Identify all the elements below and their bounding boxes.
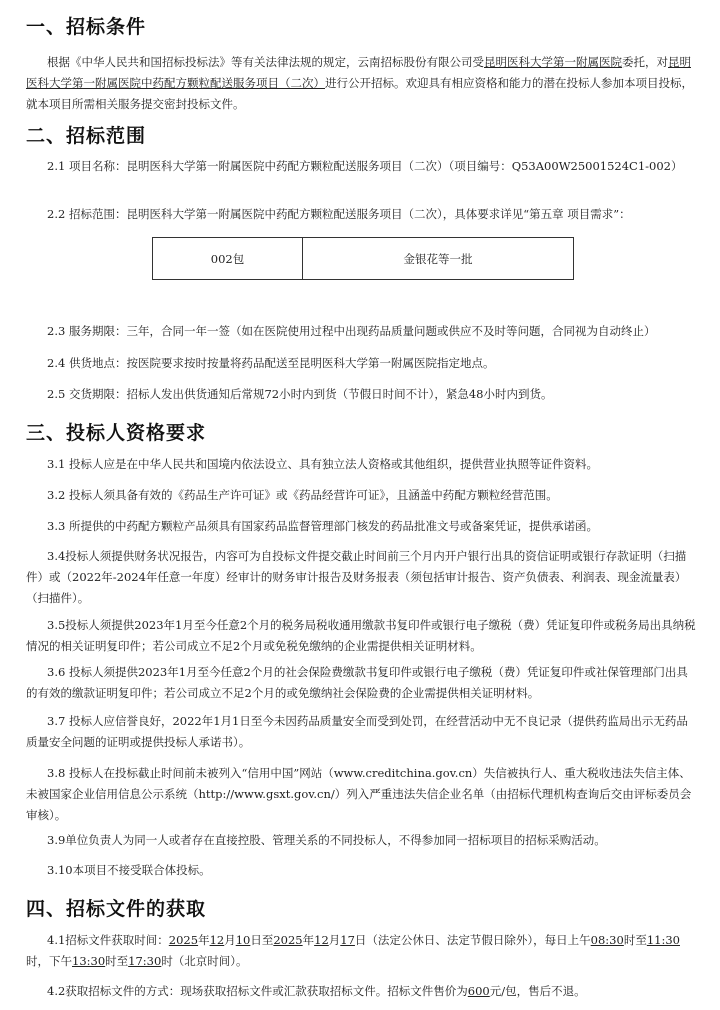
section-1-heading: 一、招标条件 (26, 16, 147, 38)
item-3-8: 3.8 投标人在投标截止时间前未被列入“信用中国”网站（www.creditchina.gov.cn）失信被执行人、重大税收违法失信主体、未被国家企业信用信息公示系统（http://www.gsxt.gov.cn/）列入严重违法失信企业名单（由招标代理机构查询后交由评标委员会审核）。 (26, 766, 692, 822)
item-4-2: 4.2获取招标文件的方式：现场获取招标文件或汇款获取招标文件。招标文件售价为600元/包，售后不退。 (47, 984, 586, 998)
item-4-1: 4.1招标文件获取时间：2025年12月10日至2025年12月17日（法定公休日、法定节假日除外），每日上午08:30时至11:30时，下午13:30时至17:30时（北京时间）。 (26, 933, 680, 968)
section-4-heading: 四、招标文件的获取 (26, 898, 207, 920)
item-2-1: 2.1 项目名称：昆明医科大学第一附属医院中药配方颗粒配送服务项目（二次）（项目编号：Q53A00W25001524C1-002） (47, 159, 683, 173)
item-3-5: 3.5投标人须提供2023年1月至今任意2个月的税务局税收通用缴款书复印件或银行电子缴税（费）凭证复印件或税务局出具纳税情况的相关证明复印件；若公司成立不足2个月或免税免缴纳的企业需提供相关证明材料。 (26, 618, 696, 653)
section-2-heading: 二、招标范围 (26, 125, 147, 147)
item-3-7: 3.7 投标人应信誉良好，2022年1月1日至今未因药品质量安全而受到处罚，在经营活动中无不良记录（提供药监局出示无药品质量安全问题的证明或提供投标人承诺书）。 (26, 714, 688, 749)
item-3-1: 3.1 投标人应是在中华人民共和国境内依法设立、具有独立法人资格或其他组织，提供营业执照等证件资料。 (47, 457, 598, 471)
item-2-2: 2.2 招标范围：昆明医科大学第一附属医院中药配方颗粒配送服务项目（二次），具体要求详见“第五章 项目需求”： (47, 207, 631, 221)
content-cell: 金银花等一批 (303, 238, 574, 280)
item-2-4: 2.4 供货地点：按医院要求按时按量将药品配送至昆明医科大学第一附属医院指定地点。 (47, 356, 495, 370)
item-3-4: 3.4投标人须提供财务状况报告，内容可为自投标文件提交截止时间前三个月内开户银行出具的资信证明或银行存款证明（扫描件）或（2022年-2024年任意一年度）经审计的财务审计报告及财务报表（须包括审计报告、资产负债表、利润表、现金流量表）（扫描件）。 (26, 549, 687, 605)
item-3-6: 3.6 投标人须提供2023年1月至今任意2个月的社会保险费缴款书复印件或银行电子缴税（费）凭证复印件或社保管理部门出具的有效的缴款证明复印件；若公司成立不足2个月的或免缴纳社会保险费的企业需提供相关证明材料。 (26, 665, 688, 700)
table-row (153, 238, 574, 280)
scope-table (152, 237, 574, 280)
package-cell: 002包 (153, 238, 303, 280)
section-1-paragraph: 根据《中华人民共和国招标投标法》等有关法律法规的规定，云南招标股份有限公司受昆明医科大学第一附属医院委托，对昆明医科大学第一附属医院中药配方颗粒配送服务项目（二次）进行公开招标。欢迎具有相应资格和能力的潜在投标人参加本项目投标，就本项目所需相关服务提交密封投标文件。 (26, 55, 693, 111)
item-3-2: 3.2 投标人须具备有效的《药品生产许可证》或《药品经营许可证》，且涵盖中药配方颗粒经营范围。 (47, 488, 558, 502)
item-2-3: 2.3 服务期限：三年，合同一年一签（如在医院使用过程中出现药品质量问题或供应不及时等问题，合同视为自动终止） (47, 324, 656, 338)
item-3-9: 3.9单位负责人为同一人或者存在直接控股、管理关系的不同投标人，不得参加同一招标项目的招标采购活动。 (47, 833, 606, 847)
section-3-heading: 三、投标人资格要求 (26, 422, 207, 444)
item-2-5: 2.5 交货期限：招标人发出供货通知后常规72小时内到货（节假日时间不计），紧急48小时内到货。 (47, 387, 553, 401)
item-3-3: 3.3 所提供的中药配方颗粒产品须具有国家药品监督管理部门核发的药品批准文号或备案凭证，提供承诺函。 (47, 519, 598, 533)
item-3-10: 3.10本项目不接受联合体投标。 (47, 863, 211, 877)
